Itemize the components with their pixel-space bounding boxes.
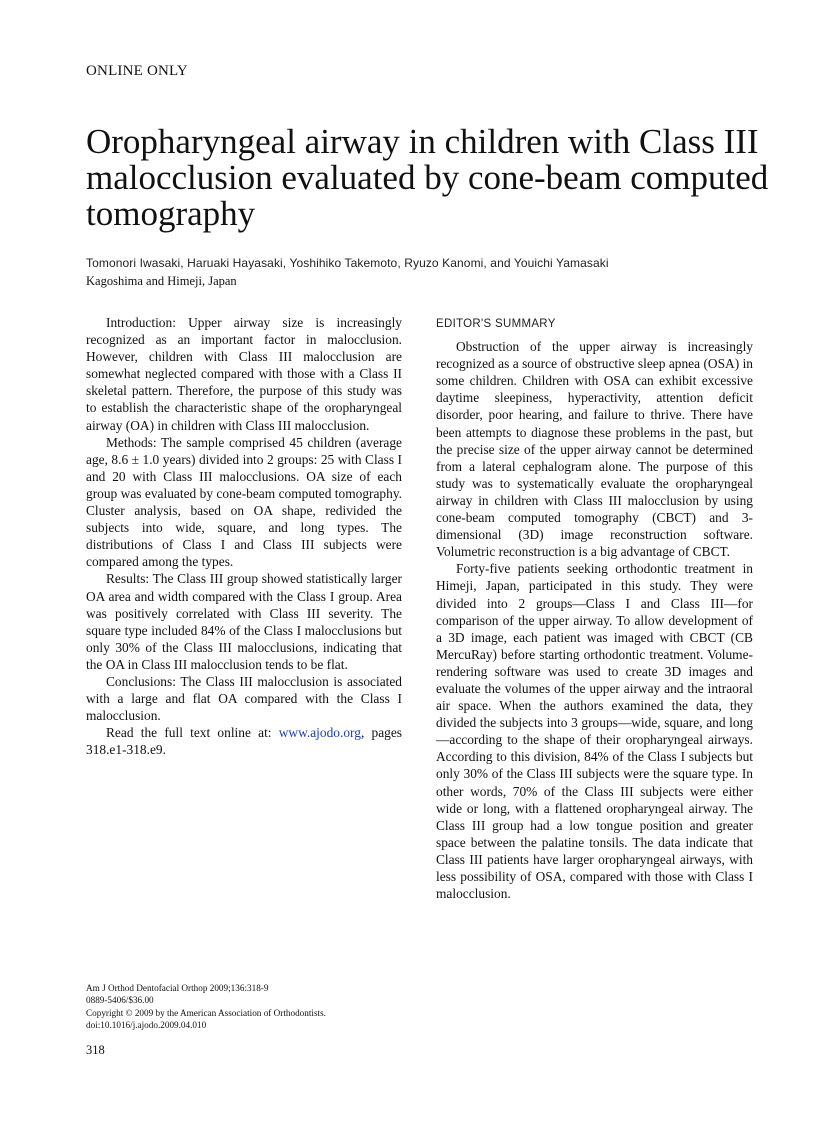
journal-citation: Am J Orthod Dentofacial Orthop 2009;136:318-9: [86, 983, 269, 993]
author-location: Kagoshima and Himeji, Japan: [86, 274, 237, 288]
abstract-methods: Methods: The sample comprised 45 children (average age, 8.6 ± 1.0 years) divided into 2 groups: 25 with Class I and 20 with Class III malocclusions. OA size of each group was evaluated by cone-beam computed tomography. Cluster analysis, based on OA shape, redivided the subjects into wide, square, and long types. The distributions of Class I and Class III subjects were compared among the types.: [86, 434, 402, 570]
issn-price: 0889-5406/$36.00: [86, 995, 154, 1006]
section-label: ONLINE ONLY: [86, 63, 188, 79]
editors-summary-heading: EDITOR'S SUMMARY: [436, 318, 556, 330]
abstract-conclusions: Conclusions: The Class III malocclusion is associated with a large and flat OA compared with the Class I malocclusion.: [86, 673, 402, 724]
read-full-text: [86, 724, 402, 758]
footer-citation-block: [86, 982, 326, 1031]
copyright-notice: Copyright © 2009 by the American Association of Orthodontists.: [86, 1007, 326, 1018]
read-prefix: Read the full text online at:: [106, 725, 279, 741]
page-number: 318: [86, 1043, 105, 1057]
read-suffix: , pages 318.e1-318.e9.: [86, 725, 402, 758]
author-list: Tomonori Iwasaki, Haruaki Hayasaki, Yoshihiko Takemoto, Ryuzo Kanomi, and Youichi Yamasaki: [86, 256, 609, 270]
abstract-column: [86, 314, 402, 758]
doi: doi:10.1016/j.ajodo.2009.04.010: [86, 1019, 207, 1030]
article-title: Oropharyngeal airway in children with Class III malocclusion evaluated by cone-beam computed tomography: [86, 122, 769, 233]
summary-paragraph-1: Obstruction of the upper airway is increasingly recognized as a source of obstructive sleep apnea (OSA) in some children. Children with OSA can exhibit excessive daytime sleepiness, hyperactivity, attention deficit disorder, poor hearing, and failure to thrive. There have been attempts to diagnose these problems in the past, but the precise size of the upper airway cannot be determined from a lateral cephalogram alone. The purpose of this study was to systematically evaluate the oropharyngeal airway in children with Class III malocclusion by using cone-beam computed tomography (CBCT) and 3-dimensional (3D) image reconstruction software. Volumetric reconstruction is a big advantage of CBCT.: [436, 339, 753, 560]
journal-link[interactable]: www.ajodo.org: [278, 725, 361, 741]
editors-summary-column: [436, 316, 753, 902]
abstract-results: Results: The Class III group showed statistically larger OA area and width compared with the Class I group. Area was positively correlated with Class III severity. The square type included 84% of the Class I malocclusions but only 30% of the Class III malocclusions, indicating that the OA in Class III malocclusion tends to be flat.: [86, 571, 402, 672]
summary-paragraph-2: Forty-five patients seeking orthodontic treatment in Himeji, Japan, participated in this study. They were divided into 2 groups—Class I and Class III—for comparison of the upper airway. To allow development of a 3D image, each patient was imaged with CBCT (CB MercuRay) before starting orthodontic treatment. Volume-rendering software was used to create 3D images and evaluate the volumes of the upper airway and the intraoral air space. When the authors examined the data, they divided the subjects into 3 groups—wide, square, and long—according to the shape of their oropharyngeal airways. According to this division, 84% of the Class I subjects but only 30% of the Class III subjects were the square type. In other words, 70% of the Class III subjects were either wide or long, with a flattened oropharyngeal airway. The Class III group had a low tongue position and greater space between the palatine tonsils. The data indicate that Class III patients have larger oropharyngeal airways, with less possibility of OSA, compared with those with Class I malocclusion.: [436, 561, 753, 902]
abstract-introduction: Introduction: Upper airway size is increasingly recognized as an important factor in malocclusion. However, children with Class III malocclusion are somewhat neglected compared with those with a Class II skeletal pattern. Therefore, the purpose of this study was to establish the characteristic shape of the oropharyngeal airway (OA) in children with Class III malocclusion.: [86, 315, 402, 433]
